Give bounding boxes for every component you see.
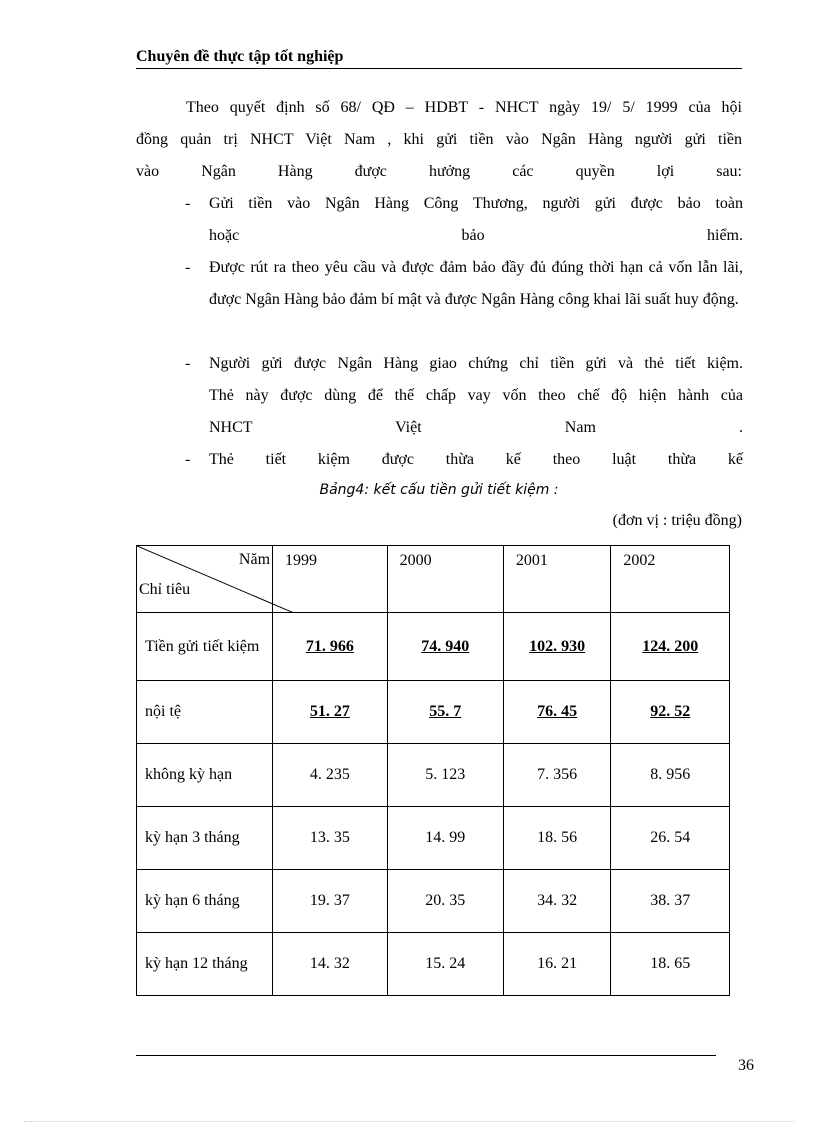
table-row (137, 613, 730, 681)
row-label: kỳ hạn 12 tháng (137, 933, 273, 996)
table-cell: 34. 32 (503, 870, 611, 933)
table-row (137, 807, 730, 870)
table-cell: 55. 7 (387, 681, 503, 744)
row-label: Tiền gửi tiết kiệm (137, 613, 273, 681)
table-cell: 19. 37 (273, 870, 388, 933)
year-header: 2001 (503, 546, 611, 613)
page-edge-dots (24, 1121, 794, 1122)
bullet-1-line-1: Gửi tiền vào Ngân Hàng Công Thương, người gửi được bảo toàn (209, 195, 743, 212)
bullet-4-line-1: Thẻ tiết kiệm được thừa kế theo luật thừa kế (209, 451, 743, 468)
table-caption: Bảng4: kết cấu tiền gửi tiết kiệm : (319, 482, 559, 498)
row-label: nội tệ (137, 681, 273, 744)
table-cell: 16. 21 (503, 933, 611, 996)
savings-table (136, 545, 730, 996)
intro-line-1: Theo quyết định số 68/ QĐ – HDBT - NHCT ngày 19/ 5/ 1999 của hội (186, 99, 742, 116)
year-header: 1999 (273, 546, 388, 613)
corner-indicator-label: Chỉ tiêu (139, 581, 191, 598)
table-cell: 18. 56 (503, 807, 611, 870)
unit-note: (đơn vị : triệu đồng) (612, 512, 742, 529)
row-label: kỳ hạn 3 tháng (137, 807, 273, 870)
row-label: kỳ hạn 6 tháng (137, 870, 273, 933)
table-cell: 74. 940 (387, 613, 503, 681)
bullet-dash: - (185, 355, 191, 372)
table-cell: 14. 32 (273, 933, 388, 996)
table-cell: 8. 956 (611, 744, 730, 807)
table-row (137, 681, 730, 744)
intro-line-3: vào Ngân Hàng được hưởng các quyền lợi sau: (136, 163, 742, 180)
table-cell: 38. 37 (611, 870, 730, 933)
intro-line-2: đồng quản trị NHCT Việt Nam , khi gửi tiền vào Ngân Hàng người gửi tiền (136, 131, 742, 148)
bullet-1-line-2: hoặc bảo hiểm. (209, 227, 743, 244)
table-cell: 92. 52 (611, 681, 730, 744)
corner-cell (137, 546, 273, 613)
table-cell: 13. 35 (273, 807, 388, 870)
table-row (137, 744, 730, 807)
table-cell: 124. 200 (611, 613, 730, 681)
bullet-dash: - (185, 259, 191, 276)
table-cell: 5. 123 (387, 744, 503, 807)
diagonal-line (137, 546, 294, 613)
table-cell: 51. 27 (273, 681, 388, 744)
bullet-dash: - (185, 195, 191, 212)
table-cell: 15. 24 (387, 933, 503, 996)
bullet-3-line-2: Thẻ này được dùng để thế chấp vay vốn theo chế độ hiện hành của (209, 387, 743, 404)
table-row (137, 870, 730, 933)
row-label: không kỳ hạn (137, 744, 273, 807)
table-cell: 71. 966 (273, 613, 388, 681)
table-cell: 14. 99 (387, 807, 503, 870)
table-cell: 76. 45 (503, 681, 611, 744)
bullet-dash: - (185, 451, 191, 468)
table-cell: 18. 65 (611, 933, 730, 996)
intro-paragraph (136, 92, 742, 188)
table-cell: 26. 54 (611, 807, 730, 870)
year-header: 2002 (611, 546, 730, 613)
table-cell: 20. 35 (387, 870, 503, 933)
table-cell: 7. 356 (503, 744, 611, 807)
bullet-3-line-1: Người gửi được Ngân Hàng giao chứng chỉ tiền gửi và thẻ tiết kiệm. (209, 355, 743, 372)
year-header: 2000 (387, 546, 503, 613)
bullet-2-text: Được rút ra theo yêu cầu và được đảm bảo đầy đủ đúng thời hạn cả vốn lẫn lãi, được Ngân Hàng bảo đảm bí mật và được Ngân Hàng công khai lãi suất huy động. (209, 259, 743, 308)
table-cell: 4. 235 (273, 744, 388, 807)
table-row (137, 933, 730, 996)
corner-year-label: Năm (238, 551, 271, 568)
bullet-3-line-3: NHCT Việt Nam . (209, 419, 743, 436)
table-header-row (137, 546, 730, 613)
table-cell: 102. 930 (503, 613, 611, 681)
document-header: Chuyên đề thực tập tốt nghiệp (136, 48, 742, 69)
footer-divider (136, 1055, 716, 1056)
page-number: 36 (738, 1057, 754, 1074)
